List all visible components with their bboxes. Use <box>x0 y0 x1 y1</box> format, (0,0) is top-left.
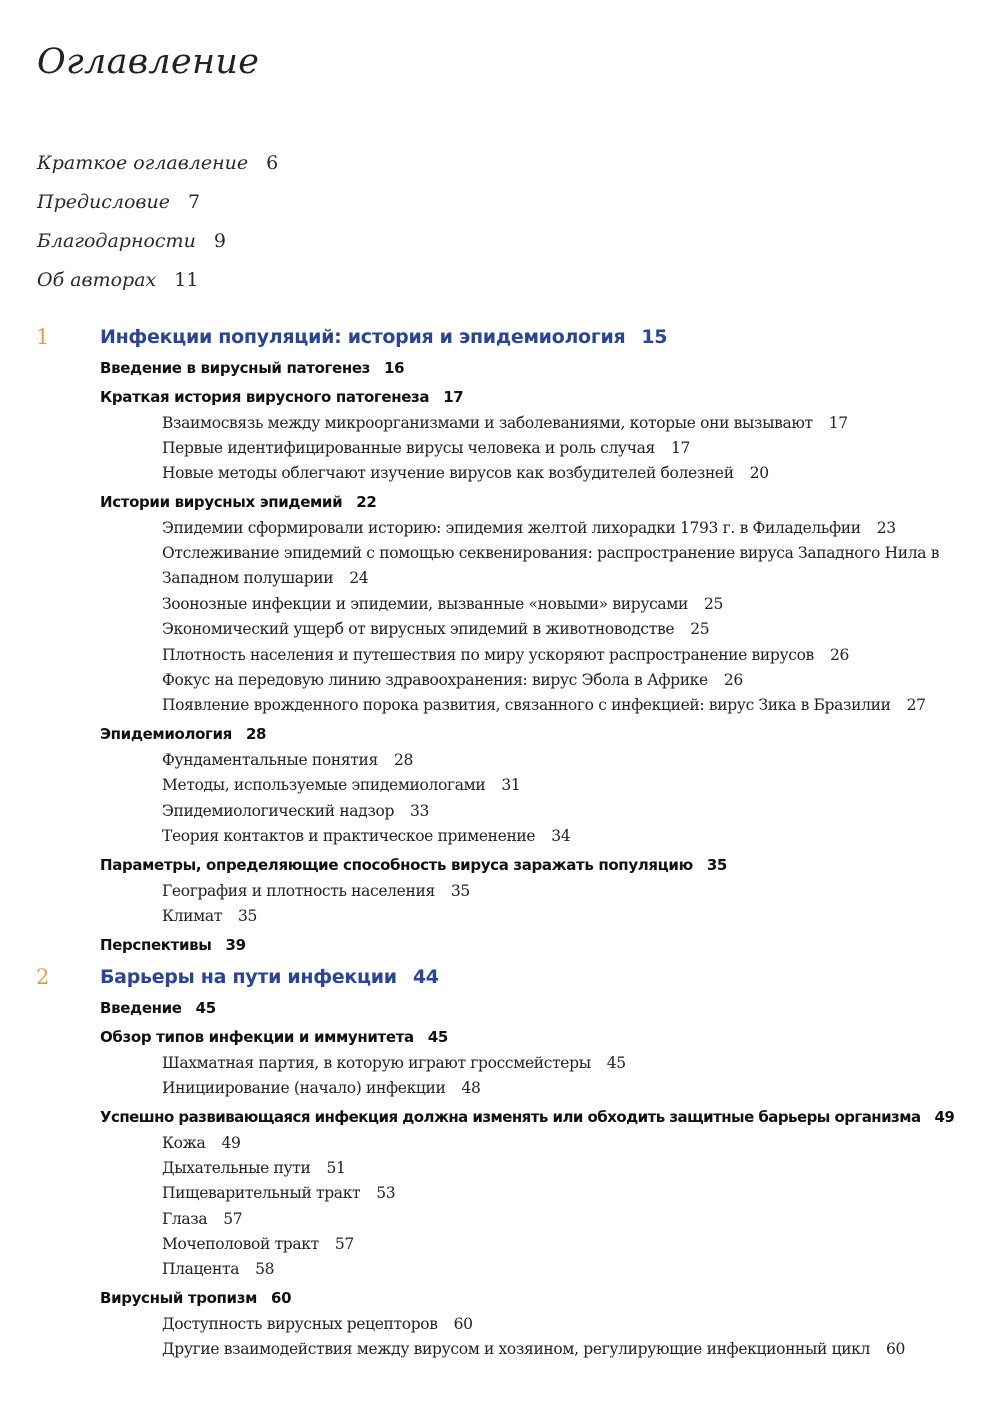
page-number: 25 <box>704 595 724 613</box>
page-number: 31 <box>501 776 521 794</box>
subsection-entry[interactable]: Мочеполовой тракт 57 <box>162 1235 354 1253</box>
page-number: 35 <box>450 882 470 900</box>
subsection-entry[interactable]: Инициирование (начало) инфекции 48 <box>162 1079 481 1097</box>
page-number: 24 <box>349 569 369 587</box>
toc-entry[interactable] <box>37 264 278 303</box>
page-number: 28 <box>245 725 267 743</box>
page-number: 20 <box>749 464 769 482</box>
subsection-entry[interactable]: Фундаментальные понятия 28 <box>162 751 413 769</box>
page-number: 34 <box>551 827 571 845</box>
subsection-entry[interactable]: Шахматная партия, в которую играют гроссмейстеры 45 <box>162 1054 626 1072</box>
section-entry[interactable]: Перспективы 39 <box>100 936 246 954</box>
page-number: 60 <box>453 1315 473 1333</box>
page-number: 57 <box>334 1235 354 1253</box>
page-number: 7 <box>187 191 201 213</box>
page-number: 48 <box>461 1079 481 1097</box>
page-number: 49 <box>221 1134 241 1152</box>
page-number: 28 <box>393 751 413 769</box>
page-number: 60 <box>886 1340 906 1358</box>
section-entry[interactable]: Введение в вирусный патогенез 16 <box>100 359 405 377</box>
subsection-entry[interactable]: Дыхательные пути 51 <box>162 1159 346 1177</box>
subsection-entry[interactable]: Другие взаимодействия между вирусом и хозяином, регулирующие инфекционный цикл 60 <box>162 1340 906 1358</box>
section-entry[interactable]: Вирусный тропизм 60 <box>100 1289 292 1307</box>
page-number: 17 <box>828 414 848 432</box>
subsection-entry[interactable]: Кожа 49 <box>162 1134 241 1152</box>
page-number: 57 <box>223 1210 243 1228</box>
page-number: 9 <box>213 230 226 252</box>
toc-entry[interactable] <box>37 186 278 225</box>
page-number: 17 <box>670 439 690 457</box>
subsection-entry[interactable]: Теория контактов и практическое применение 34 <box>162 827 571 845</box>
subsection-entry[interactable]: Плацента 58 <box>162 1260 275 1278</box>
page-number: 60 <box>271 1289 292 1307</box>
section-entry[interactable]: Обзор типов инфекции и иммунитета 45 <box>100 1028 449 1046</box>
subsection-entry[interactable]: Плотность населения и путешествия по миру ускоряют распространение вирусов 26 <box>162 646 849 664</box>
page-number: 11 <box>174 269 199 291</box>
subsection-entry[interactable]: Фокус на передовую линию здравоохранения: вирус Эбола в Африке 26 <box>162 671 743 689</box>
toc-entry[interactable] <box>37 147 278 186</box>
subsection-entry[interactable]: Новые методы облегчают изучение вирусов как возбудителей болезней 20 <box>162 464 769 482</box>
subsection-entry[interactable]: Эпидемиологический надзор 33 <box>162 802 430 820</box>
subsection-entry[interactable]: Глаза 57 <box>162 1210 243 1228</box>
page-number: 25 <box>690 620 710 638</box>
subsection-entry[interactable]: Появление врожденного порока развития, связанного с инфекцией: вирус Зика в Бразилии 27 <box>162 696 926 714</box>
page-number: 51 <box>326 1159 346 1177</box>
chapter-number: 2 <box>36 965 50 989</box>
section-entry[interactable]: Эпидемиология 28 <box>100 725 267 743</box>
subsection-entry[interactable]: Эпидемии сформировали историю: эпидемия желтой лихорадки 1793 г. в Филадельфии 23 <box>162 519 896 537</box>
chapter-title: Инфекции популяций: история и эпидемиология 15 <box>100 326 668 348</box>
entry-label: Об авторах <box>37 269 157 291</box>
chapter-title: Барьеры на пути инфекции 44 <box>100 966 439 988</box>
subsection-entry[interactable]: Доступность вирусных рецепторов 60 <box>162 1315 473 1333</box>
page-number: 16 <box>384 359 405 377</box>
page-number: 39 <box>225 936 246 954</box>
page-number: 45 <box>195 999 216 1017</box>
section-entry[interactable]: Успешно развивающаяся инфекция должна изменять или обходить защитные барьеры организма 49 <box>100 1108 955 1126</box>
entry-label: Благодарности <box>37 230 196 252</box>
subsection-entry[interactable]: Экономический ущерб от вирусных эпидемий в животноводстве 25 <box>162 620 710 638</box>
page-number: 33 <box>410 802 430 820</box>
page-number: 58 <box>255 1260 275 1278</box>
subsection-entry[interactable]: Первые идентифицированные вирусы человека и роль случая 17 <box>162 439 690 457</box>
entry-label: Краткое оглавление <box>37 152 249 174</box>
subsection-entry[interactable]: Пищеварительный тракт 53 <box>162 1184 396 1202</box>
page-number: 53 <box>376 1184 396 1202</box>
toc-entry[interactable] <box>37 225 278 264</box>
page-number: 15 <box>641 326 668 348</box>
page-number: 49 <box>934 1108 955 1126</box>
page-number: 27 <box>906 696 926 714</box>
page-number: 26 <box>829 646 849 664</box>
section-entry[interactable]: Параметры, определяющие способность вируса заражать популяцию 35 <box>100 856 728 874</box>
page-number: 23 <box>876 519 896 537</box>
front-matter-list <box>37 147 278 303</box>
section-entry[interactable]: Истории вирусных эпидемий 22 <box>100 493 377 511</box>
subsection-entry[interactable]: Методы, используемые эпидемиологами 31 <box>162 776 521 794</box>
subsection-entry-continued[interactable]: Западном полушарии 24 <box>162 569 369 587</box>
subsection-entry[interactable]: Отслеживание эпидемий с помощью секвенирования: распространение вируса Западного Нила в <box>162 544 940 562</box>
page-number: 35 <box>706 856 728 874</box>
page-number: 22 <box>356 493 377 511</box>
subsection-entry[interactable]: Взаимосвязь между микроорганизмами и заболеваниями, которые они вызывают 17 <box>162 414 848 432</box>
subsection-entry[interactable]: Зоонозные инфекции и эпидемии, вызванные «новыми» вирусами 25 <box>162 595 724 613</box>
page-title: Оглавление <box>37 42 260 82</box>
section-entry[interactable]: Краткая история вирусного патогенеза 17 <box>100 388 464 406</box>
entry-label: Предисловие <box>37 191 170 213</box>
page-number: 45 <box>606 1054 626 1072</box>
subsection-entry[interactable]: Климат 35 <box>162 907 257 925</box>
chapter-number: 1 <box>36 325 50 349</box>
page-number: 35 <box>237 907 257 925</box>
page-number: 17 <box>443 388 464 406</box>
subsection-entry[interactable]: География и плотность населения 35 <box>162 882 470 900</box>
page-number: 6 <box>266 152 279 174</box>
page-number: 26 <box>723 671 743 689</box>
page-number: 45 <box>427 1028 449 1046</box>
page-number: 44 <box>412 966 439 988</box>
section-entry[interactable]: Введение 45 <box>100 999 216 1017</box>
